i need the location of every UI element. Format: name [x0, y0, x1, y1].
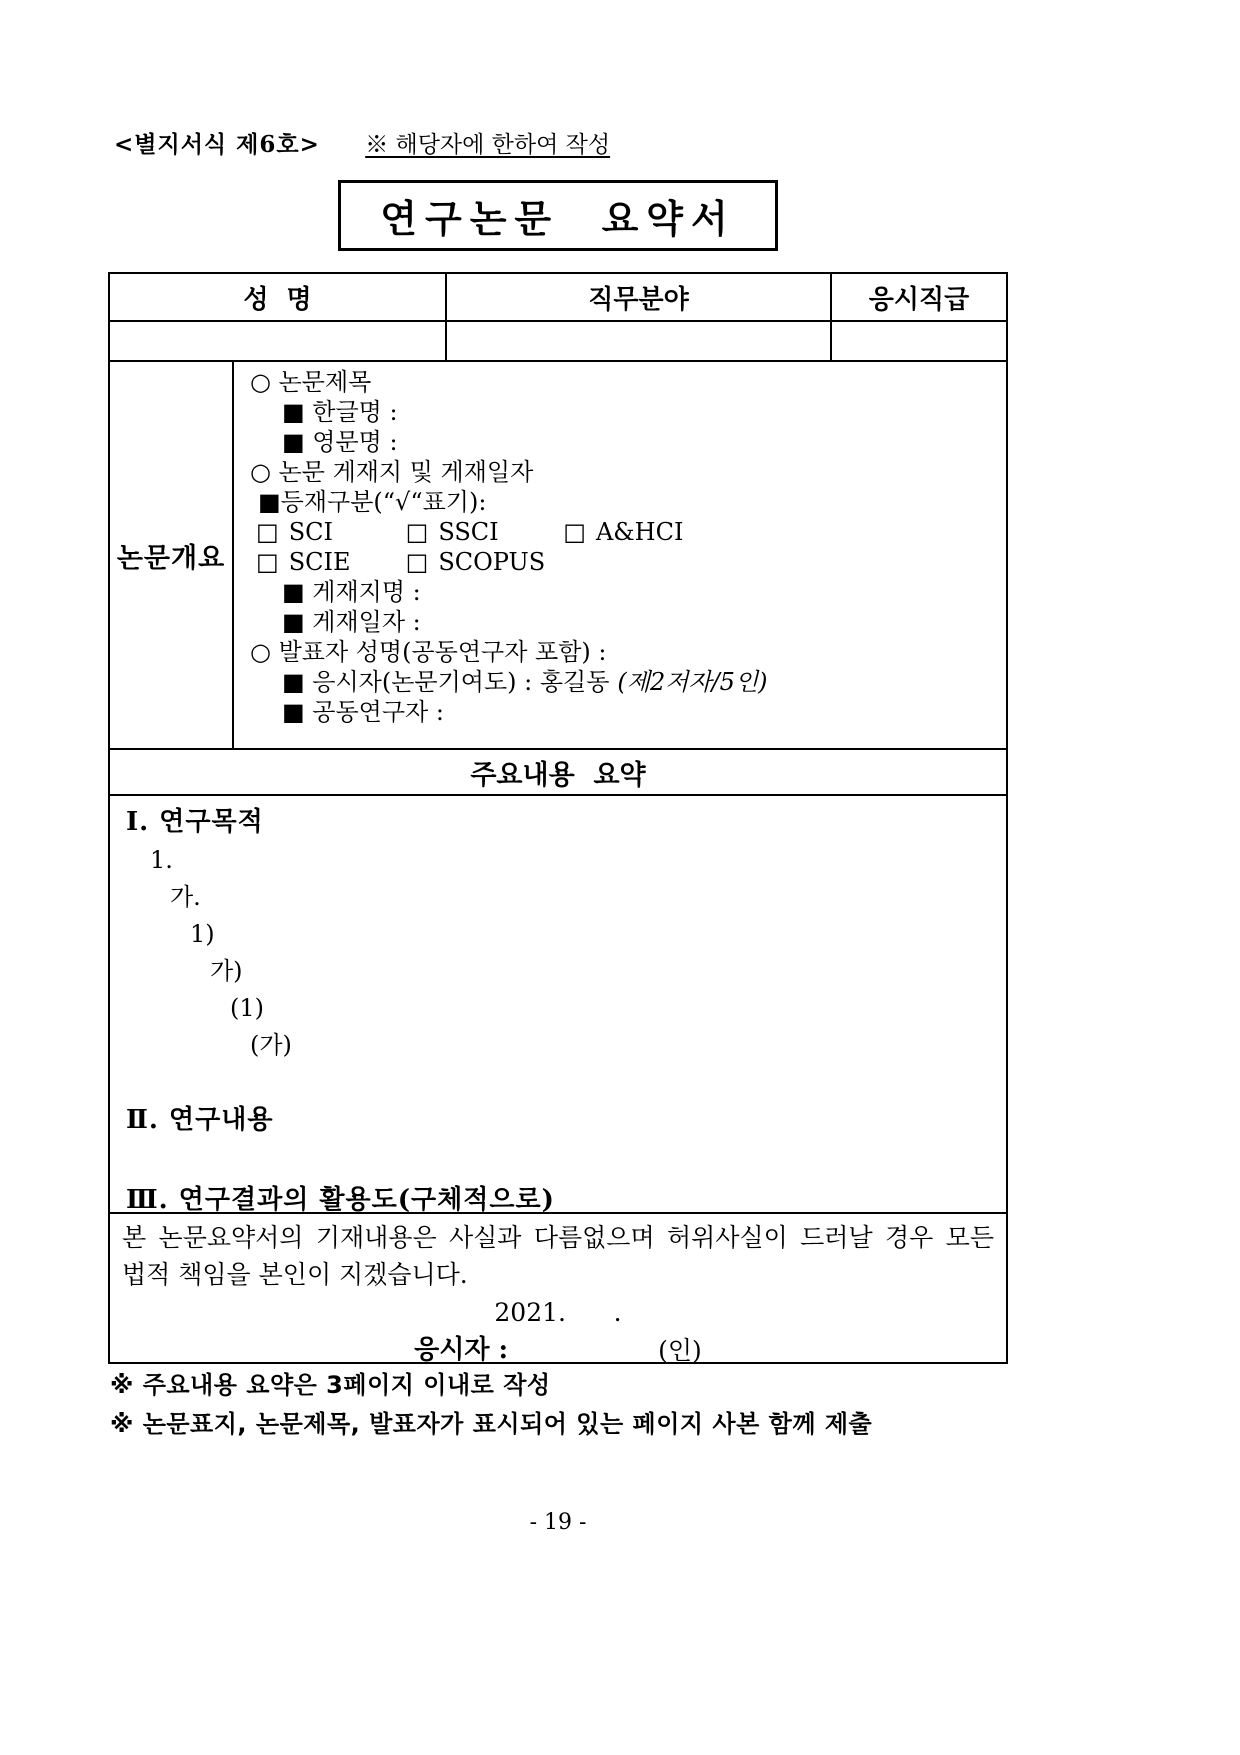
applicant-text: ■ 응시자(논문기여도) : 홍길동 — [282, 668, 610, 696]
outline-item: (1) — [230, 994, 264, 1022]
declaration-row — [110, 1214, 1006, 1362]
document-title-box — [338, 180, 778, 251]
column-header-rank — [832, 274, 1006, 320]
declaration-line-2: 법적 책임을 본인이 지겠습니다. — [122, 1260, 468, 1289]
outline-item: 가. — [170, 883, 201, 911]
applicant-line — [282, 667, 1006, 697]
form-header — [114, 126, 610, 159]
column-header-job-field — [447, 274, 832, 320]
presenter-line: ○ 발표자 성명(공동연구자 포함) : — [250, 638, 607, 666]
checkbox-label: SSCI — [438, 518, 499, 546]
publish-date-line: ■ 게재일자 : — [282, 608, 421, 636]
table-value-row — [110, 322, 1006, 362]
outline-item: (가) — [250, 1031, 292, 1059]
checkbox-scopus — [406, 547, 546, 577]
applicant-contribution-note: (제2저자/5인) — [617, 668, 768, 696]
paper-overview-content — [234, 362, 1006, 748]
section-1-heading: Ⅰ. 연구목적 — [126, 807, 264, 837]
form-note: ※ 해당자에 한하여 작성 — [365, 132, 611, 158]
checkbox-icon: □ — [256, 518, 279, 546]
declaration-line-1: 본 논문요약서의 기재내용은 사실과 다름없으며 허위사실이 드러날 경우 모든 — [122, 1223, 994, 1252]
seal-placeholder: (인) — [658, 1336, 702, 1362]
column-header-name — [110, 274, 447, 320]
footnote-1: ※ 주요내용 요약은 3페이지 이내로 작성 — [110, 1371, 551, 1399]
rank-value-cell — [832, 322, 1006, 360]
checkbox-icon: □ — [405, 548, 429, 576]
checkbox-row-1 — [256, 517, 1006, 547]
summary-content-row — [110, 796, 1006, 1214]
signature-line — [122, 1332, 994, 1362]
journal-date-line: ○ 논문 게재지 및 게재일자 — [250, 458, 534, 486]
checkbox-icon: □ — [563, 518, 586, 546]
column-header-name-label: 성 명 — [243, 284, 312, 315]
checkbox-sci — [256, 517, 398, 547]
journal-name-line: ■ 게재지명 : — [282, 578, 421, 606]
english-name-line: ■ 영문명 : — [282, 428, 398, 456]
declaration-date: 2021. . — [494, 1298, 622, 1327]
summary-header-row — [110, 750, 1006, 796]
section-3-heading: Ⅲ. 연구결과의 활용도(구체적으로) — [126, 1185, 555, 1214]
page-number: - 19 - — [529, 1510, 587, 1535]
checkbox-icon: □ — [256, 548, 279, 576]
outline-item: 가) — [210, 957, 243, 985]
summary-header: 주요내용 요약 — [470, 759, 646, 791]
applicant-signature-label: 응시자 : — [414, 1335, 509, 1362]
checkbox-label: SCI — [288, 518, 333, 546]
job-field-value-cell — [447, 322, 832, 360]
korean-name-line: ■ 한글명 : — [282, 398, 398, 426]
section-2-heading: Ⅱ. 연구내용 — [126, 1105, 274, 1135]
document-title: 연구논문 요약서 — [380, 196, 736, 241]
checkbox-label: SCIE — [288, 548, 351, 576]
main-table — [108, 272, 1008, 1364]
outline-item: 1) — [190, 920, 215, 948]
checkbox-ssci — [406, 517, 556, 547]
checkbox-label: SCOPUS — [438, 548, 546, 576]
column-header-job-field-label: 직무분야 — [588, 284, 689, 315]
checkbox-ahci — [563, 517, 683, 547]
checkbox-label: A&HCI — [595, 518, 684, 546]
checkbox-icon: □ — [405, 518, 429, 546]
table-header-row — [110, 274, 1006, 322]
paper-overview-row — [110, 362, 1006, 750]
footnotes — [110, 1366, 872, 1444]
outline-item: 1. — [150, 846, 173, 874]
footnote-2: ※ 논문표지, 논문제목, 발표자가 표시되어 있는 페이지 사본 함께 제출 — [110, 1410, 873, 1438]
paper-title-line: ○ 논문제목 — [250, 368, 372, 396]
co-researchers-line: ■ 공동연구자 : — [282, 698, 444, 726]
index-type-line: ■등재구분(“√“표기): — [258, 488, 487, 516]
paper-overview-label: 논문개요 — [110, 362, 234, 748]
checkbox-scie — [256, 547, 398, 577]
column-header-rank-label: 응시직급 — [868, 284, 970, 315]
name-value-cell — [110, 322, 447, 360]
checkbox-row-2 — [256, 547, 1006, 577]
form-number-label: <별지서식 제6호> — [114, 131, 320, 158]
